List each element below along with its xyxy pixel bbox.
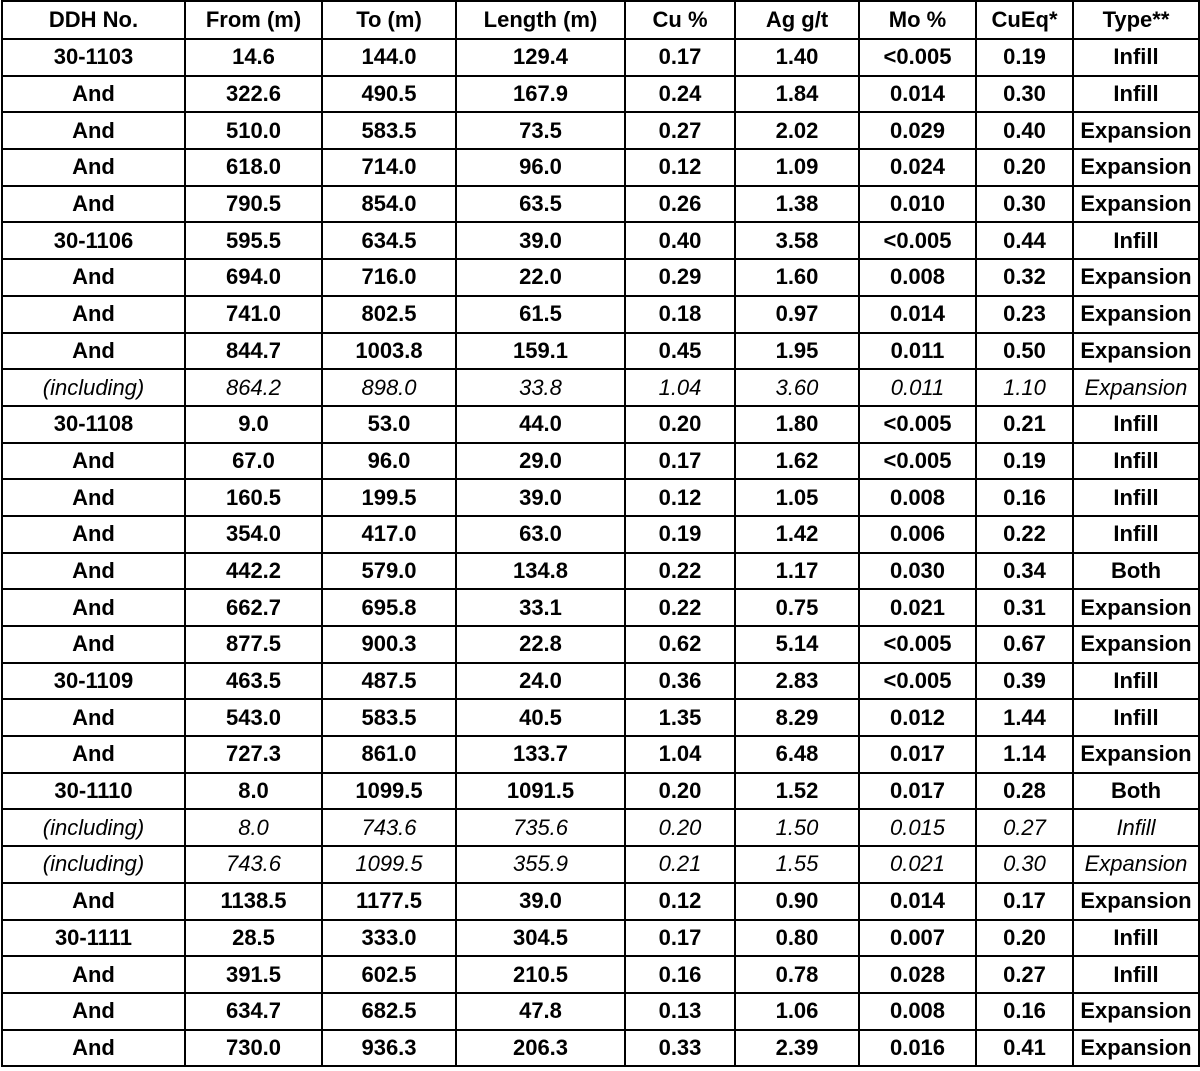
cell-from: 322.6: [185, 76, 322, 113]
cell-length: 134.8: [456, 553, 625, 590]
cell-mo: 0.017: [859, 736, 976, 773]
cell-to: 199.5: [322, 479, 456, 516]
cell-mo: 0.021: [859, 589, 976, 626]
cell-cueq: 0.19: [976, 443, 1073, 480]
cell-ag: 1.50: [735, 809, 859, 846]
cell-cueq: 0.30: [976, 186, 1073, 223]
cell-cueq: 0.67: [976, 626, 1073, 663]
cell-from: 9.0: [185, 406, 322, 443]
cell-ag: 1.84: [735, 76, 859, 113]
cell-to: 936.3: [322, 1030, 456, 1067]
cell-cueq: 0.19: [976, 39, 1073, 76]
cell-type: Infill: [1073, 699, 1199, 736]
table-row: [2, 259, 1199, 296]
cell-ag: 2.02: [735, 112, 859, 149]
cell-to: 333.0: [322, 920, 456, 957]
cell-ddh-no: 30-1110: [2, 773, 185, 810]
table-row: [2, 333, 1199, 370]
table-row: [2, 406, 1199, 443]
cell-type: Expansion: [1073, 993, 1199, 1030]
cell-from: 694.0: [185, 259, 322, 296]
header-type: Type**: [1073, 1, 1199, 39]
cell-ag: 2.83: [735, 663, 859, 700]
cell-cu: 0.16: [625, 956, 735, 993]
cell-ddh-no: And: [2, 699, 185, 736]
cell-length: 22.0: [456, 259, 625, 296]
cell-ag: 0.90: [735, 883, 859, 920]
cell-cueq: 0.41: [976, 1030, 1073, 1067]
cell-type: Expansion: [1073, 736, 1199, 773]
cell-from: 727.3: [185, 736, 322, 773]
cell-to: 900.3: [322, 626, 456, 663]
cell-mo: <0.005: [859, 663, 976, 700]
cell-ddh-no: 30-1103: [2, 39, 185, 76]
header-ddh-no: DDH No.: [2, 1, 185, 39]
cell-mo: 0.028: [859, 956, 976, 993]
table-row: [2, 222, 1199, 259]
cell-ddh-no: And: [2, 443, 185, 480]
cell-from: 463.5: [185, 663, 322, 700]
cell-ddh-no: And: [2, 76, 185, 113]
table-row: [2, 149, 1199, 186]
cell-from: 8.0: [185, 773, 322, 810]
cell-type: Infill: [1073, 920, 1199, 957]
cell-cu: 0.17: [625, 443, 735, 480]
cell-ag: 1.80: [735, 406, 859, 443]
cell-type: Infill: [1073, 76, 1199, 113]
cell-to: 490.5: [322, 76, 456, 113]
cell-to: 854.0: [322, 186, 456, 223]
table-row: [2, 589, 1199, 626]
cell-to: 1003.8: [322, 333, 456, 370]
cell-to: 144.0: [322, 39, 456, 76]
cell-ddh-no: And: [2, 479, 185, 516]
cell-length: 63.0: [456, 516, 625, 553]
cell-to: 579.0: [322, 553, 456, 590]
cell-from: 634.7: [185, 993, 322, 1030]
cell-length: 210.5: [456, 956, 625, 993]
cell-ag: 1.52: [735, 773, 859, 810]
cell-from: 354.0: [185, 516, 322, 553]
cell-cueq: 0.16: [976, 479, 1073, 516]
cell-cu: 0.22: [625, 589, 735, 626]
cell-to: 583.5: [322, 112, 456, 149]
cell-ddh-no: 30-1111: [2, 920, 185, 957]
cell-cueq: 0.32: [976, 259, 1073, 296]
cell-mo: 0.011: [859, 333, 976, 370]
cell-mo: 0.007: [859, 920, 976, 957]
cell-cueq: 0.16: [976, 993, 1073, 1030]
cell-cueq: 0.17: [976, 883, 1073, 920]
cell-ddh-no: And: [2, 149, 185, 186]
cell-length: 167.9: [456, 76, 625, 113]
cell-cueq: 0.30: [976, 846, 1073, 883]
cell-mo: <0.005: [859, 406, 976, 443]
table-row: [2, 883, 1199, 920]
cell-length: 39.0: [456, 479, 625, 516]
cell-from: 160.5: [185, 479, 322, 516]
cell-from: 8.0: [185, 809, 322, 846]
table-row: [2, 479, 1199, 516]
cell-type: Infill: [1073, 956, 1199, 993]
cell-cu: 0.36: [625, 663, 735, 700]
cell-mo: 0.014: [859, 296, 976, 333]
cell-cueq: 0.21: [976, 406, 1073, 443]
cell-cueq: 0.27: [976, 956, 1073, 993]
cell-ag: 0.97: [735, 296, 859, 333]
cell-from: 510.0: [185, 112, 322, 149]
table-row: [2, 993, 1199, 1030]
cell-to: 802.5: [322, 296, 456, 333]
cell-length: 63.5: [456, 186, 625, 223]
cell-cu: 0.62: [625, 626, 735, 663]
cell-ddh-no: And: [2, 186, 185, 223]
cell-cueq: 0.30: [976, 76, 1073, 113]
cell-cueq: 0.20: [976, 920, 1073, 957]
cell-ddh-no: And: [2, 626, 185, 663]
cell-ddh-no: And: [2, 516, 185, 553]
cell-from: 442.2: [185, 553, 322, 590]
cell-type: Infill: [1073, 443, 1199, 480]
header-cueq: CuEq*: [976, 1, 1073, 39]
cell-cueq: 0.39: [976, 663, 1073, 700]
table-header: [2, 1, 1199, 39]
cell-cu: 0.20: [625, 809, 735, 846]
cell-type: Expansion: [1073, 369, 1199, 406]
cell-length: 44.0: [456, 406, 625, 443]
cell-length: 1091.5: [456, 773, 625, 810]
cell-ag: 1.06: [735, 993, 859, 1030]
cell-ag: 1.42: [735, 516, 859, 553]
drill-results-table: [1, 0, 1200, 1067]
cell-type: Infill: [1073, 39, 1199, 76]
cell-from: 864.2: [185, 369, 322, 406]
cell-mo: <0.005: [859, 222, 976, 259]
cell-length: 96.0: [456, 149, 625, 186]
cell-cueq: 0.22: [976, 516, 1073, 553]
cell-type: Expansion: [1073, 883, 1199, 920]
cell-cueq: 1.44: [976, 699, 1073, 736]
cell-ag: 1.95: [735, 333, 859, 370]
table-row: [2, 186, 1199, 223]
cell-cu: 0.22: [625, 553, 735, 590]
cell-ag: 5.14: [735, 626, 859, 663]
cell-ag: 3.58: [735, 222, 859, 259]
cell-mo: 0.012: [859, 699, 976, 736]
cell-cueq: 0.28: [976, 773, 1073, 810]
cell-mo: 0.008: [859, 259, 976, 296]
cell-length: 355.9: [456, 846, 625, 883]
cell-from: 28.5: [185, 920, 322, 957]
cell-ddh-no: (including): [2, 369, 185, 406]
cell-length: 40.5: [456, 699, 625, 736]
cell-from: 662.7: [185, 589, 322, 626]
cell-type: Both: [1073, 773, 1199, 810]
cell-from: 741.0: [185, 296, 322, 333]
cell-type: Both: [1073, 553, 1199, 590]
header-length: Length (m): [456, 1, 625, 39]
table-row: [2, 736, 1199, 773]
cell-to: 716.0: [322, 259, 456, 296]
cell-length: 47.8: [456, 993, 625, 1030]
cell-from: 618.0: [185, 149, 322, 186]
cell-to: 1099.5: [322, 773, 456, 810]
header-cu: Cu %: [625, 1, 735, 39]
cell-ag: 6.48: [735, 736, 859, 773]
cell-ag: 0.75: [735, 589, 859, 626]
cell-length: 33.8: [456, 369, 625, 406]
cell-ddh-no: 30-1108: [2, 406, 185, 443]
cell-cu: 0.17: [625, 920, 735, 957]
cell-type: Infill: [1073, 809, 1199, 846]
cell-to: 96.0: [322, 443, 456, 480]
cell-cu: 0.20: [625, 406, 735, 443]
header-mo: Mo %: [859, 1, 976, 39]
cell-type: Infill: [1073, 222, 1199, 259]
cell-to: 743.6: [322, 809, 456, 846]
cell-length: 29.0: [456, 443, 625, 480]
cell-from: 595.5: [185, 222, 322, 259]
table-row: [2, 112, 1199, 149]
table-row: [2, 1030, 1199, 1067]
cell-ddh-no: And: [2, 259, 185, 296]
cell-from: 1138.5: [185, 883, 322, 920]
cell-type: Infill: [1073, 663, 1199, 700]
cell-mo: <0.005: [859, 626, 976, 663]
cell-mo: 0.014: [859, 76, 976, 113]
table-row: [2, 773, 1199, 810]
cell-cueq: 0.23: [976, 296, 1073, 333]
cell-length: 33.1: [456, 589, 625, 626]
cell-ddh-no: And: [2, 296, 185, 333]
cell-to: 898.0: [322, 369, 456, 406]
table-row-including: [2, 369, 1199, 406]
cell-mo: <0.005: [859, 443, 976, 480]
cell-ag: 1.17: [735, 553, 859, 590]
cell-type: Infill: [1073, 479, 1199, 516]
cell-cueq: 0.34: [976, 553, 1073, 590]
cell-from: 543.0: [185, 699, 322, 736]
cell-ag: 1.38: [735, 186, 859, 223]
cell-cueq: 0.50: [976, 333, 1073, 370]
cell-to: 487.5: [322, 663, 456, 700]
cell-type: Infill: [1073, 516, 1199, 553]
table-row: [2, 76, 1199, 113]
cell-to: 602.5: [322, 956, 456, 993]
cell-type: Expansion: [1073, 112, 1199, 149]
cell-cu: 1.04: [625, 369, 735, 406]
cell-to: 695.8: [322, 589, 456, 626]
cell-length: 39.0: [456, 222, 625, 259]
cell-ag: 0.78: [735, 956, 859, 993]
cell-length: 129.4: [456, 39, 625, 76]
cell-from: 14.6: [185, 39, 322, 76]
cell-type: Expansion: [1073, 846, 1199, 883]
table-row: [2, 626, 1199, 663]
table-row: [2, 663, 1199, 700]
cell-to: 861.0: [322, 736, 456, 773]
table-row: [2, 920, 1199, 957]
table-row: [2, 39, 1199, 76]
cell-from: 844.7: [185, 333, 322, 370]
cell-type: Infill: [1073, 406, 1199, 443]
cell-ag: 1.05: [735, 479, 859, 516]
cell-cu: 0.33: [625, 1030, 735, 1067]
cell-mo: 0.008: [859, 993, 976, 1030]
cell-from: 790.5: [185, 186, 322, 223]
table-body: [2, 39, 1199, 1066]
cell-cu: 0.12: [625, 149, 735, 186]
cell-ag: 1.60: [735, 259, 859, 296]
cell-length: 206.3: [456, 1030, 625, 1067]
cell-cu: 1.04: [625, 736, 735, 773]
cell-to: 714.0: [322, 149, 456, 186]
cell-cu: 0.19: [625, 516, 735, 553]
cell-mo: <0.005: [859, 39, 976, 76]
cell-to: 682.5: [322, 993, 456, 1030]
cell-ag: 3.60: [735, 369, 859, 406]
cell-ddh-no: 30-1106: [2, 222, 185, 259]
cell-length: 159.1: [456, 333, 625, 370]
cell-cu: 0.26: [625, 186, 735, 223]
cell-to: 417.0: [322, 516, 456, 553]
cell-cu: 0.13: [625, 993, 735, 1030]
table-row: [2, 443, 1199, 480]
cell-mo: 0.030: [859, 553, 976, 590]
cell-cu: 1.35: [625, 699, 735, 736]
cell-cu: 0.27: [625, 112, 735, 149]
cell-mo: 0.017: [859, 773, 976, 810]
cell-from: 743.6: [185, 846, 322, 883]
cell-cu: 0.12: [625, 479, 735, 516]
cell-type: Expansion: [1073, 589, 1199, 626]
cell-length: 22.8: [456, 626, 625, 663]
cell-mo: 0.024: [859, 149, 976, 186]
cell-length: 304.5: [456, 920, 625, 957]
table-row: [2, 699, 1199, 736]
cell-type: Expansion: [1073, 186, 1199, 223]
cell-ag: 2.39: [735, 1030, 859, 1067]
table-row: [2, 956, 1199, 993]
cell-ag: 1.09: [735, 149, 859, 186]
cell-cueq: 1.10: [976, 369, 1073, 406]
cell-ddh-no: And: [2, 956, 185, 993]
cell-type: Expansion: [1073, 149, 1199, 186]
table-row-including: [2, 809, 1199, 846]
cell-ag: 0.80: [735, 920, 859, 957]
cell-mo: 0.006: [859, 516, 976, 553]
header-row: [2, 1, 1199, 39]
cell-to: 634.5: [322, 222, 456, 259]
cell-ddh-no: And: [2, 736, 185, 773]
cell-ag: 1.62: [735, 443, 859, 480]
header-to: To (m): [322, 1, 456, 39]
cell-cu: 0.12: [625, 883, 735, 920]
table-row: [2, 553, 1199, 590]
cell-cu: 0.18: [625, 296, 735, 333]
cell-to: 53.0: [322, 406, 456, 443]
header-ag: Ag g/t: [735, 1, 859, 39]
cell-to: 583.5: [322, 699, 456, 736]
cell-mo: 0.008: [859, 479, 976, 516]
cell-from: 391.5: [185, 956, 322, 993]
cell-mo: 0.021: [859, 846, 976, 883]
cell-ddh-no: And: [2, 553, 185, 590]
cell-cu: 0.17: [625, 39, 735, 76]
table-row: [2, 296, 1199, 333]
cell-ddh-no: And: [2, 993, 185, 1030]
cell-type: Expansion: [1073, 296, 1199, 333]
cell-cueq: 0.31: [976, 589, 1073, 626]
cell-length: 39.0: [456, 883, 625, 920]
cell-ddh-no: And: [2, 883, 185, 920]
cell-from: 67.0: [185, 443, 322, 480]
cell-length: 24.0: [456, 663, 625, 700]
cell-cueq: 0.27: [976, 809, 1073, 846]
cell-type: Expansion: [1073, 626, 1199, 663]
cell-length: 73.5: [456, 112, 625, 149]
cell-ddh-no: And: [2, 1030, 185, 1067]
cell-cueq: 1.14: [976, 736, 1073, 773]
cell-ag: 8.29: [735, 699, 859, 736]
cell-length: 61.5: [456, 296, 625, 333]
cell-mo: 0.010: [859, 186, 976, 223]
cell-ag: 1.40: [735, 39, 859, 76]
cell-length: 735.6: [456, 809, 625, 846]
cell-mo: 0.016: [859, 1030, 976, 1067]
cell-cu: 0.21: [625, 846, 735, 883]
cell-length: 133.7: [456, 736, 625, 773]
cell-mo: 0.015: [859, 809, 976, 846]
cell-cu: 0.24: [625, 76, 735, 113]
cell-ddh-no: (including): [2, 846, 185, 883]
cell-cueq: 0.20: [976, 149, 1073, 186]
cell-from: 877.5: [185, 626, 322, 663]
table-row: [2, 516, 1199, 553]
cell-cu: 0.45: [625, 333, 735, 370]
cell-mo: 0.029: [859, 112, 976, 149]
cell-to: 1177.5: [322, 883, 456, 920]
cell-cu: 0.29: [625, 259, 735, 296]
cell-cu: 0.40: [625, 222, 735, 259]
cell-mo: 0.014: [859, 883, 976, 920]
cell-cueq: 0.44: [976, 222, 1073, 259]
cell-ddh-no: And: [2, 333, 185, 370]
cell-cueq: 0.40: [976, 112, 1073, 149]
cell-mo: 0.011: [859, 369, 976, 406]
cell-ddh-no: 30-1109: [2, 663, 185, 700]
cell-to: 1099.5: [322, 846, 456, 883]
cell-type: Expansion: [1073, 259, 1199, 296]
cell-type: Expansion: [1073, 1030, 1199, 1067]
header-from: From (m): [185, 1, 322, 39]
table-row-including: [2, 846, 1199, 883]
cell-ddh-no: And: [2, 112, 185, 149]
cell-ddh-no: And: [2, 589, 185, 626]
cell-cu: 0.20: [625, 773, 735, 810]
cell-type: Expansion: [1073, 333, 1199, 370]
cell-ag: 1.55: [735, 846, 859, 883]
cell-from: 730.0: [185, 1030, 322, 1067]
cell-ddh-no: (including): [2, 809, 185, 846]
